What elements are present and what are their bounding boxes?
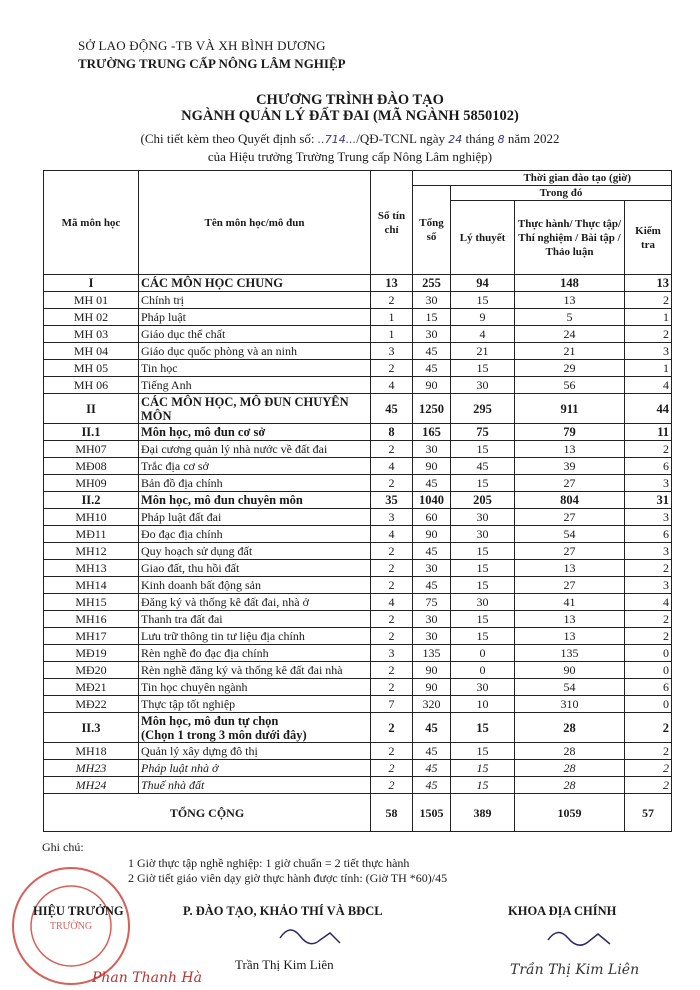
cell-credits: 35	[371, 492, 413, 509]
cell-practice: 90	[515, 662, 625, 679]
total-total: 1505	[413, 794, 451, 832]
cell-practice: 27	[515, 509, 625, 526]
cell-practice: 13	[515, 441, 625, 458]
cell-exam: 6	[625, 458, 672, 475]
cell-theory: 75	[451, 424, 515, 441]
cell-name: Pháp luật đất đai	[139, 509, 371, 526]
table-row	[44, 696, 672, 713]
cell-code: MH23	[44, 760, 139, 777]
cell-credits: 45	[371, 394, 413, 424]
cell-credits: 7	[371, 696, 413, 713]
cell-practice: 804	[515, 492, 625, 509]
cell-credits: 1	[371, 309, 413, 326]
cell-name: Tin học	[139, 360, 371, 377]
cell-total: 255	[413, 275, 451, 292]
cell-theory: 15	[451, 543, 515, 560]
cell-credits: 2	[371, 292, 413, 309]
total-label: TỔNG CỘNG	[44, 794, 371, 832]
table-row	[44, 777, 672, 794]
cell-code: MH 06	[44, 377, 139, 394]
cell-name: Giáo dục thể chất	[139, 326, 371, 343]
cell-exam: 2	[625, 560, 672, 577]
cell-theory: 30	[451, 526, 515, 543]
cell-theory: 9	[451, 309, 515, 326]
cell-name: Đăng ký và thống kê đất đai, nhà ở	[139, 594, 371, 611]
cell-practice: 28	[515, 777, 625, 794]
cell-name: Đo đạc địa chính	[139, 526, 371, 543]
cell-credits: 2	[371, 662, 413, 679]
cell-name: Môn học, mô đun tự chọn (Chọn 1 trong 3 môn dưới đây)	[139, 713, 371, 743]
cell-practice: 27	[515, 577, 625, 594]
header-exam: Kiểm tra	[625, 201, 672, 275]
note-2: 2 Giờ tiết giáo viên dạy giờ thực hành được tính: (Giờ TH *60)/45	[128, 871, 448, 885]
cell-theory: 4	[451, 326, 515, 343]
cell-code: MĐ11	[44, 526, 139, 543]
table-row	[44, 292, 672, 309]
cell-practice: 24	[515, 326, 625, 343]
cell-credits: 2	[371, 777, 413, 794]
cell-total: 45	[413, 577, 451, 594]
cell-name: Trắc địa cơ sở	[139, 458, 371, 475]
cell-credits: 2	[371, 560, 413, 577]
decision-issuer: của Hiệu trưởng Trường Trung cấp Nông Lâm nghiệp)	[207, 149, 493, 164]
table-row	[44, 526, 672, 543]
cell-theory: 15	[451, 777, 515, 794]
cell-practice: 39	[515, 458, 625, 475]
cell-exam: 44	[625, 394, 672, 424]
header-time: Thời gian đào tạo (giờ)	[413, 171, 672, 186]
header-credits: Số tín chỉ	[371, 171, 413, 275]
cell-exam: 13	[625, 275, 672, 292]
curriculum-table	[43, 170, 672, 832]
cell-exam: 2	[625, 326, 672, 343]
cell-practice: 54	[515, 679, 625, 696]
total-credits: 58	[371, 794, 413, 832]
cell-total: 15	[413, 309, 451, 326]
cell-code: II	[44, 394, 139, 424]
training-office-title: P. ĐÀO TẠO, KHẢO THÍ VÀ BĐCL	[183, 904, 383, 918]
cell-total: 135	[413, 645, 451, 662]
cell-exam: 0	[625, 645, 672, 662]
cell-code: II.3	[44, 713, 139, 743]
table-row	[44, 441, 672, 458]
table-row	[44, 662, 672, 679]
cell-total: 45	[413, 760, 451, 777]
cell-name: Giao đất, thu hồi đất	[139, 560, 371, 577]
cell-theory: 15	[451, 743, 515, 760]
cell-name: Môn học, mô đun cơ sở	[139, 424, 371, 441]
cell-total: 320	[413, 696, 451, 713]
header-code: Mã môn học	[44, 171, 139, 275]
cell-name: Đại cương quản lý nhà nước về đất đai	[139, 441, 371, 458]
decision-line: (Chi tiết kèm theo Quyết định số: ..714.../QĐ-TCNL ngày 24 tháng 8 năm 2022	[140, 131, 560, 146]
cell-theory: 94	[451, 275, 515, 292]
cell-code: MĐ20	[44, 662, 139, 679]
cell-exam: 6	[625, 526, 672, 543]
cell-practice: 79	[515, 424, 625, 441]
cell-practice: 56	[515, 377, 625, 394]
doc-title: CHƯƠNG TRÌNH ĐÀO TẠO	[256, 92, 444, 108]
cell-total: 30	[413, 628, 451, 645]
cell-code: MH18	[44, 743, 139, 760]
cell-total: 90	[413, 662, 451, 679]
cell-exam: 6	[625, 679, 672, 696]
cell-total: 45	[413, 777, 451, 794]
cell-total: 45	[413, 543, 451, 560]
cell-theory: 15	[451, 713, 515, 743]
cell-code: MĐ22	[44, 696, 139, 713]
cell-practice: 28	[515, 760, 625, 777]
cell-code: MH10	[44, 509, 139, 526]
cell-code: I	[44, 275, 139, 292]
cell-practice: 5	[515, 309, 625, 326]
cell-theory: 15	[451, 475, 515, 492]
signature-mid	[270, 918, 350, 958]
cell-credits: 4	[371, 377, 413, 394]
cell-total: 165	[413, 424, 451, 441]
cell-code: MĐ21	[44, 679, 139, 696]
cell-code: MH 03	[44, 326, 139, 343]
cell-exam: 2	[625, 292, 672, 309]
cell-name: Pháp luật nhà ở	[139, 760, 371, 777]
cell-practice: 41	[515, 594, 625, 611]
cell-exam: 31	[625, 492, 672, 509]
cell-exam: 2	[625, 441, 672, 458]
cell-code: MH 04	[44, 343, 139, 360]
cell-code: MH16	[44, 611, 139, 628]
cell-exam: 2	[625, 760, 672, 777]
cell-credits: 4	[371, 594, 413, 611]
cell-credits: 13	[371, 275, 413, 292]
cell-credits: 3	[371, 509, 413, 526]
cell-exam: 3	[625, 509, 672, 526]
cell-practice: 13	[515, 611, 625, 628]
cell-total: 90	[413, 526, 451, 543]
cell-credits: 2	[371, 611, 413, 628]
cell-exam: 2	[625, 628, 672, 645]
cell-total: 90	[413, 458, 451, 475]
cell-exam: 0	[625, 696, 672, 713]
cell-exam: 2	[625, 713, 672, 743]
school-header: TRƯỜNG TRUNG CẤP NÔNG LÂM NGHIỆP	[78, 56, 346, 71]
cell-exam: 0	[625, 662, 672, 679]
cell-exam: 3	[625, 343, 672, 360]
cell-total: 1250	[413, 394, 451, 424]
cell-theory: 15	[451, 441, 515, 458]
total-practice: 1059	[515, 794, 625, 832]
cell-credits: 2	[371, 441, 413, 458]
table-row	[44, 760, 672, 777]
cell-name: Tiếng Anh	[139, 377, 371, 394]
section-row	[44, 394, 672, 424]
cell-practice: 911	[515, 394, 625, 424]
stamp-label: TRƯỜNG	[49, 921, 93, 932]
cell-exam: 1	[625, 309, 672, 326]
cell-total: 30	[413, 560, 451, 577]
header-practice: Thực hành/ Thực tập/ Thí nghiệm / Bài tập / Thảo luận	[515, 201, 625, 275]
cell-name: Pháp luật	[139, 309, 371, 326]
cell-credits: 3	[371, 343, 413, 360]
cell-practice: 27	[515, 543, 625, 560]
cell-total: 90	[413, 377, 451, 394]
notes-title: Ghi chú:	[42, 840, 84, 854]
cell-code: MH24	[44, 777, 139, 794]
cell-code: MH15	[44, 594, 139, 611]
cell-theory: 30	[451, 509, 515, 526]
cell-code: MĐ08	[44, 458, 139, 475]
cell-code: MĐ19	[44, 645, 139, 662]
decision-day: 24	[448, 133, 463, 146]
cell-code: MH 05	[44, 360, 139, 377]
cell-total: 30	[413, 611, 451, 628]
cell-credits: 2	[371, 713, 413, 743]
cell-exam: 2	[625, 743, 672, 760]
total-exam: 57	[625, 794, 672, 832]
cell-credits: 1	[371, 326, 413, 343]
table-row	[44, 458, 672, 475]
cell-practice: 13	[515, 628, 625, 645]
cell-code: MH 01	[44, 292, 139, 309]
cell-name: Rèn nghề đo đạc địa chính	[139, 645, 371, 662]
cell-theory: 30	[451, 594, 515, 611]
cell-theory: 15	[451, 628, 515, 645]
cell-exam: 3	[625, 475, 672, 492]
cell-total: 30	[413, 441, 451, 458]
cell-total: 45	[413, 475, 451, 492]
cell-code: MH07	[44, 441, 139, 458]
cell-total: 1040	[413, 492, 451, 509]
cell-name: Thanh tra đất đai	[139, 611, 371, 628]
cell-practice: 135	[515, 645, 625, 662]
cell-practice: 28	[515, 713, 625, 743]
cell-theory: 21	[451, 343, 515, 360]
table-row	[44, 475, 672, 492]
cell-exam: 2	[625, 777, 672, 794]
cell-theory: 0	[451, 645, 515, 662]
cell-name: Quản lý xây dựng đô thị	[139, 743, 371, 760]
cell-name: Thuế nhà đất	[139, 777, 371, 794]
cell-exam: 2	[625, 611, 672, 628]
cell-exam: 11	[625, 424, 672, 441]
section-row	[44, 424, 672, 441]
total-theory: 389	[451, 794, 515, 832]
header-theory: Lý thuyết	[451, 201, 515, 275]
cell-code: II.1	[44, 424, 139, 441]
cell-name: Lưu trữ thông tin tư liệu địa chính	[139, 628, 371, 645]
table-row	[44, 594, 672, 611]
cell-credits: 2	[371, 360, 413, 377]
table-row	[44, 679, 672, 696]
cell-credits: 2	[371, 760, 413, 777]
principal-name: Phan Thanh Hà	[92, 970, 202, 986]
cell-theory: 15	[451, 292, 515, 309]
cell-practice: 28	[515, 743, 625, 760]
cell-exam: 3	[625, 577, 672, 594]
cell-total: 75	[413, 594, 451, 611]
cell-total: 45	[413, 343, 451, 360]
table-row	[44, 377, 672, 394]
cell-name: Chính trị	[139, 292, 371, 309]
signature-right	[540, 918, 620, 958]
decision-number: ..714...	[317, 133, 357, 146]
cell-credits: 3	[371, 645, 413, 662]
cell-code: II.2	[44, 492, 139, 509]
cell-name: Tin học chuyên ngành	[139, 679, 371, 696]
cell-name: CÁC MÔN HỌC CHUNG	[139, 275, 371, 292]
cell-name: Thực tập tốt nghiệp	[139, 696, 371, 713]
section-row	[44, 713, 672, 743]
cell-theory: 295	[451, 394, 515, 424]
table-row	[44, 326, 672, 343]
section-row	[44, 275, 672, 292]
cell-total: 45	[413, 743, 451, 760]
cell-total: 45	[413, 713, 451, 743]
table-row	[44, 628, 672, 645]
cell-theory: 0	[451, 662, 515, 679]
cell-exam: 4	[625, 594, 672, 611]
table-row	[44, 577, 672, 594]
cell-total: 30	[413, 326, 451, 343]
cell-code: MH14	[44, 577, 139, 594]
section-row	[44, 492, 672, 509]
cell-theory: 15	[451, 611, 515, 628]
header-name: Tên môn học/mô đun	[139, 171, 371, 275]
cell-theory: 15	[451, 760, 515, 777]
cell-total: 90	[413, 679, 451, 696]
cell-credits: 4	[371, 458, 413, 475]
cell-credits: 2	[371, 743, 413, 760]
cell-credits: 2	[371, 577, 413, 594]
cell-exam: 1	[625, 360, 672, 377]
cell-theory: 15	[451, 577, 515, 594]
cell-name: CÁC MÔN HỌC, MÔ ĐUN CHUYÊN MÔN	[139, 394, 371, 424]
cell-credits: 2	[371, 679, 413, 696]
cell-code: MH 02	[44, 309, 139, 326]
header-total: Tổng số	[413, 186, 451, 275]
cell-name: Giáo dục quốc phòng và an ninh	[139, 343, 371, 360]
cell-code: MH17	[44, 628, 139, 645]
note-1: 1 Giờ thực tập nghề nghiệp: 1 giờ chuẩn = 2 tiết thực hành	[128, 856, 410, 870]
cell-practice: 148	[515, 275, 625, 292]
cell-exam: 4	[625, 377, 672, 394]
total-row	[44, 794, 672, 832]
doc-subtitle: NGÀNH QUẢN LÝ ĐẤT ĐAI (MÃ NGÀNH 5850102)	[181, 108, 519, 124]
cell-theory: 45	[451, 458, 515, 475]
training-office-name: Trần Thị Kim Liên	[235, 957, 334, 972]
cell-practice: 27	[515, 475, 625, 492]
table-row	[44, 343, 672, 360]
table-row	[44, 360, 672, 377]
table-row	[44, 743, 672, 760]
cell-name: Bản đồ địa chính	[139, 475, 371, 492]
cell-practice: 21	[515, 343, 625, 360]
cell-credits: 8	[371, 424, 413, 441]
cell-practice: 13	[515, 292, 625, 309]
cell-code: MH12	[44, 543, 139, 560]
cell-total: 45	[413, 360, 451, 377]
cell-theory: 30	[451, 679, 515, 696]
cell-credits: 4	[371, 526, 413, 543]
cell-total: 30	[413, 292, 451, 309]
cell-practice: 29	[515, 360, 625, 377]
header-of-which: Trong đó	[451, 186, 672, 201]
cell-practice: 13	[515, 560, 625, 577]
cell-practice: 310	[515, 696, 625, 713]
cell-code: MH09	[44, 475, 139, 492]
table-row	[44, 543, 672, 560]
cell-name: Môn học, mô đun chuyên môn	[139, 492, 371, 509]
cell-theory: 15	[451, 360, 515, 377]
cell-credits: 2	[371, 628, 413, 645]
cell-exam: 3	[625, 543, 672, 560]
cell-theory: 15	[451, 560, 515, 577]
cell-total: 60	[413, 509, 451, 526]
table-row	[44, 560, 672, 577]
cell-theory: 205	[451, 492, 515, 509]
cell-credits: 2	[371, 475, 413, 492]
cell-name: Quy hoạch sử dụng đất	[139, 543, 371, 560]
cell-name: Rèn nghề đăng ký và thống kê đất đai nhà	[139, 662, 371, 679]
principal-title: HIỆU TRƯỞNG	[33, 904, 124, 918]
cell-code: MH13	[44, 560, 139, 577]
ministry-header: SỞ LAO ĐỘNG -TB VÀ XH BÌNH DƯƠNG	[78, 38, 326, 53]
table-row	[44, 309, 672, 326]
cell-theory: 10	[451, 696, 515, 713]
table-row	[44, 611, 672, 628]
table-row	[44, 509, 672, 526]
cell-practice: 54	[515, 526, 625, 543]
cell-theory: 30	[451, 377, 515, 394]
faculty-title: KHOA ĐỊA CHÍNH	[508, 904, 617, 918]
cell-credits: 2	[371, 543, 413, 560]
faculty-name: Trần Thị Kim Liên	[510, 962, 640, 978]
cell-name: Kinh doanh bất động sản	[139, 577, 371, 594]
table-row	[44, 645, 672, 662]
decision-month: 8	[497, 133, 505, 146]
